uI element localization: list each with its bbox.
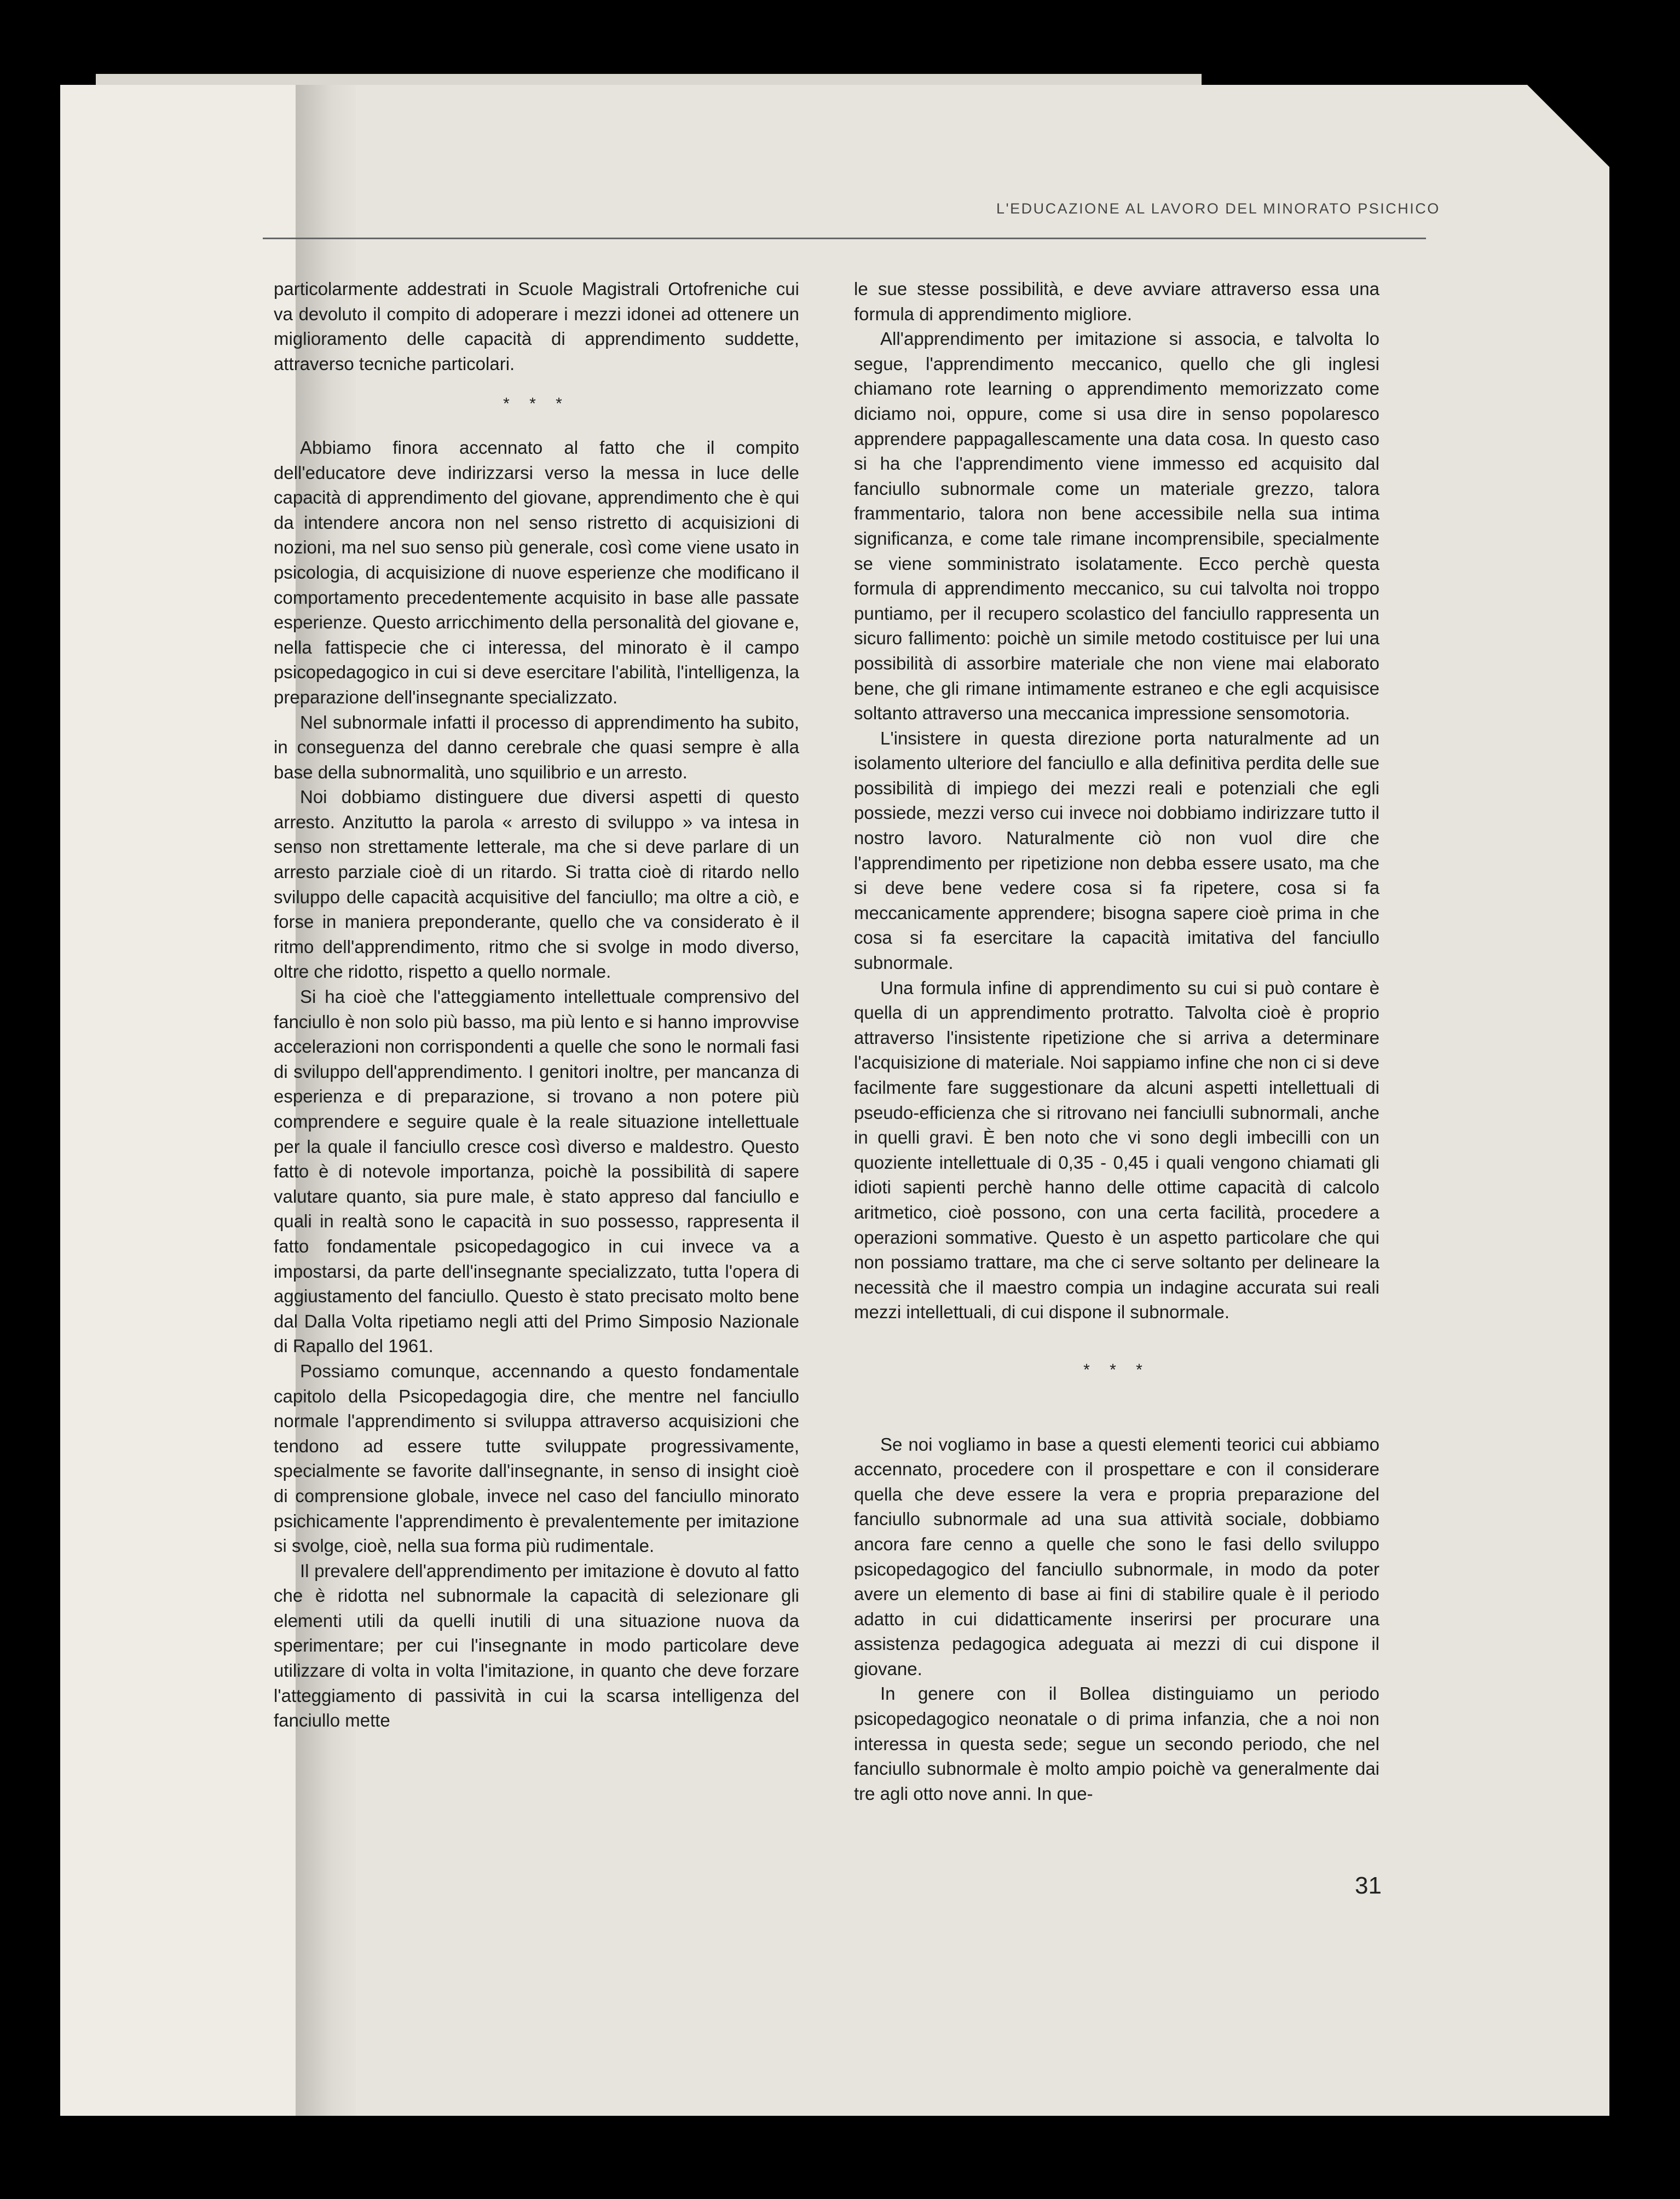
paragraph: le sue stesse possibilità, e deve avviare attraverso essa una formula di apprendimento migliore. bbox=[854, 279, 1379, 324]
paragraph: Possiamo comunque, accennando a questo fondamentale capitolo della Psicopedagogia dire, che mentre nel fanciullo normale l'apprendimento si sviluppa attraverso acquisizioni che tendono ad essere tutte sviluppate progressivamente, specialmente se favorite dall'insegnante, in senso di insight cioè di comprensione globale, invece nel caso del fanciullo minorato psichicamente l'apprendimento è prevalentemente per imitazione si svolge, cioè, nella sua forma più rudimentale. bbox=[274, 1360, 799, 1556]
section-separator: * * * bbox=[503, 395, 570, 413]
folded-margin bbox=[60, 85, 296, 2116]
left-column bbox=[274, 276, 799, 1733]
paragraph: L'insistere in questa direzione porta naturalmente ad un isolamento ulteriore del fanciullo e alla definitiva perdita delle sue possibilità di impiego dei mezzi reali e potenziali che egli possiede, mezzi verso cui invece noi dobbiamo indirizzare tutto il nostro lavoro. Naturalmente ciò non vuol dire che l'apprendimento per ripetizione non debba essere usato, ma che si deve bene vedere cosa si fa ripetere, cosa si fa meccanicamente apprendere; bisogna sapere cioè prima in che cosa si fa esercitare la capacità imitativa del fanciullo subnormale. bbox=[854, 728, 1379, 973]
paragraph: Noi dobbiamo distinguere due diversi aspetti di questo arresto. Anzitutto la parola « arresto di sviluppo » va intesa in senso non strettamente letterale, ma che si deve parlare di un arresto parziale cioè di un ritardo. Si tratta cioè di ritardo nello sviluppo delle capacità acquisitive del fanciullo; ma oltre a ciò, e forse in maniera preponderante, quello che va considerato è il ritmo dell'apprendimento, ritmo che si svolge in modo diverso, oltre che ridotto, rispetto a quello normale. bbox=[274, 787, 799, 982]
paragraph: Una formula infine di apprendimento su cui si può contare è quella di un apprendimento protratto. Talvolta cioè è proprio attraverso l'insistente ripetizione che si arriva a determinare l'acquisizione di materiale. Noi sappiamo infine che non ci si deve facilmente fare suggestionare da alcuni aspetti intellettuali di pseudo-efficienza che si ritrovano nei fanciulli subnormali, anche in quelli gravi. È ben noto che vi sono degli imbecilli con un quoziente intellettuale di 0,35 - 0,45 i quali vengono chiamati gli idioti sapienti perchè hanno delle ottime capacità di calcolo aritmetico, cioè possono, con una certa facilità, procedere a operazioni sommative. Questo è un aspetto particolare che qui non possiamo trattare, ma che ci serve soltanto per delineare la necessità che il maestro compia un indagine accurata sui reali mezzi intellettuali, di cui dispone il subnormale. bbox=[854, 977, 1379, 1323]
right-column bbox=[854, 276, 1379, 1806]
paragraph: In genere con il Bollea distinguiamo un periodo psicopedagogico neonatale o di prima infanzia, che a noi non interessa in questa sede; segue un secondo periodo, che nel fanciullo subnormale è molto ampio poichè va generalmente dai tre agli otto nove anni. In que- bbox=[854, 1683, 1379, 1804]
paragraph: All'apprendimento per imitazione si associa, e talvolta lo segue, l'apprendimento meccanico, quello che gli inglesi chiamano rote learning o apprendimento memorizzato come diciamo noi, oppure, come si usa dire in senso popolaresco apprendere pappagallescamente una data cosa. In questo caso si ha che l'apprendimento viene immesso ed acquisito dal fanciullo subnormale come un materiale grezzo, talora frammentario, talora non bene accessibile nella sua intima significanza, e come tale rimane incomprensibile, specialmente se viene somministrato isolatamente. Ecco perchè questa formula di apprendimento meccanico, su cui talvolta noi troppo puntiamo, per il recupero scolastico del fanciullo rappresenta un sicuro fallimento: poichè un simile metodo costituisce per lui una possibilità di assorbire materiale che non viene mai elaborato bene, che gli rimane intimamente estraneo e che egli acquisisce soltanto attraverso una meccanica impressione sensomotoria. bbox=[854, 328, 1379, 724]
header-rule bbox=[263, 238, 1426, 239]
paragraph: Se noi vogliamo in base a questi elementi teorici cui abbiamo accennato, procedere con il prospettare e con il considerare quella che deve essere la vera e propria preparazione del fanciullo subnormale ad una sua attività sociale, dobbiamo ancora fare cenno a quelle che sono le fasi dello sviluppo psicopedagogico del fanciullo subnormale, in modo da poter avere un elemento di base ai fini di stabilire quale è il periodo adatto in cui didatticamente inserirsi per procurare una assistenza pedagogica adeguata ai mezzi di cui dispone il giovane. bbox=[854, 1434, 1379, 1679]
section-separator: * * * bbox=[1083, 1360, 1150, 1379]
page-number: 31 bbox=[1355, 1872, 1382, 1899]
paragraph: Si ha cioè che l'atteggiamento intellettuale comprensivo del fanciullo è non solo più basso, ma più lento e si hanno improvvise accelerazioni non corrispondenti a quelle che sono le normali fasi di sviluppo dell'apprendimento. I genitori inoltre, per mancanza di esperienza e di preparazione, si trovano a non potere più comprendere e seguire quale è la reale situazione intellettuale per la quale il fanciullo cresce così diverso e maldestro. Questo fatto è di notevole importanza, poichè la possibilità di sapere valutare quanto, sia pure male, è stato appreso dal fanciullo e quali in realtà sono le capacità in suo possesso, rappresenta il fatto fondamentale psicopedagogico in cui invece va a impostarsi, da parte dell'insegnante specializzato, tutta l'opera di aggiustamento del fanciullo. Questo è stato precisato molto bene dal Dalla Volta ripetiamo negli atti del Primo Simposio Nazionale di Rapallo del 1961. bbox=[274, 986, 799, 1357]
paragraph: Il prevalere dell'apprendimento per imitazione è dovuto al fatto che è ridotta nel subnormale la capacità di selezionare gli elementi utili da quelli inutili di una situazione nuova da sperimentare; per cui l'insegnante in modo particolare deve utilizzare di volta in volta l'imitazione, in quanto che deve forzare l'atteggiamento di passività in cui la scarsa intelligenza del fanciullo mette bbox=[274, 1560, 799, 1731]
running-head: L'EDUCAZIONE AL LAVORO DEL MINORATO PSICHICO bbox=[996, 200, 1440, 217]
paragraph: Abbiamo finora accennato al fatto che il compito dell'educatore deve indirizzarsi verso la messa in luce delle capacità di apprendimento del giovane, apprendimento che è qui da intendere ancora non nel senso ristretto di acquisizioni di nozioni, ma nel suo senso più generale, così come viene usato in psicologia, di acquisizione di nuove esperienze che modificano il comportamento precedentemente acquisito in base alle passate esperienze. Questo arricchimento della personalità del giovane e, nella fattispecie che ci interessa, del minorato è il campo psicopedagogico in cui si deve esercitare l'abilità, l'intelligenza, la preparazione dell'insegnante specializzato. bbox=[274, 437, 799, 707]
paragraph: Nel subnormale infatti il processo di apprendimento ha subito, in conseguenza del danno cerebrale che quasi sempre è alla base della subnormalità, uno squilibrio e un arresto. bbox=[274, 712, 799, 782]
paragraph: particolarmente addestrati in Scuole Magistrali Ortofreniche cui va devoluto il compito di adoperare i mezzi idonei ad ottenere un miglioramento delle capacità di apprendimento suddette, attraverso tecniche particolari. bbox=[274, 279, 799, 374]
